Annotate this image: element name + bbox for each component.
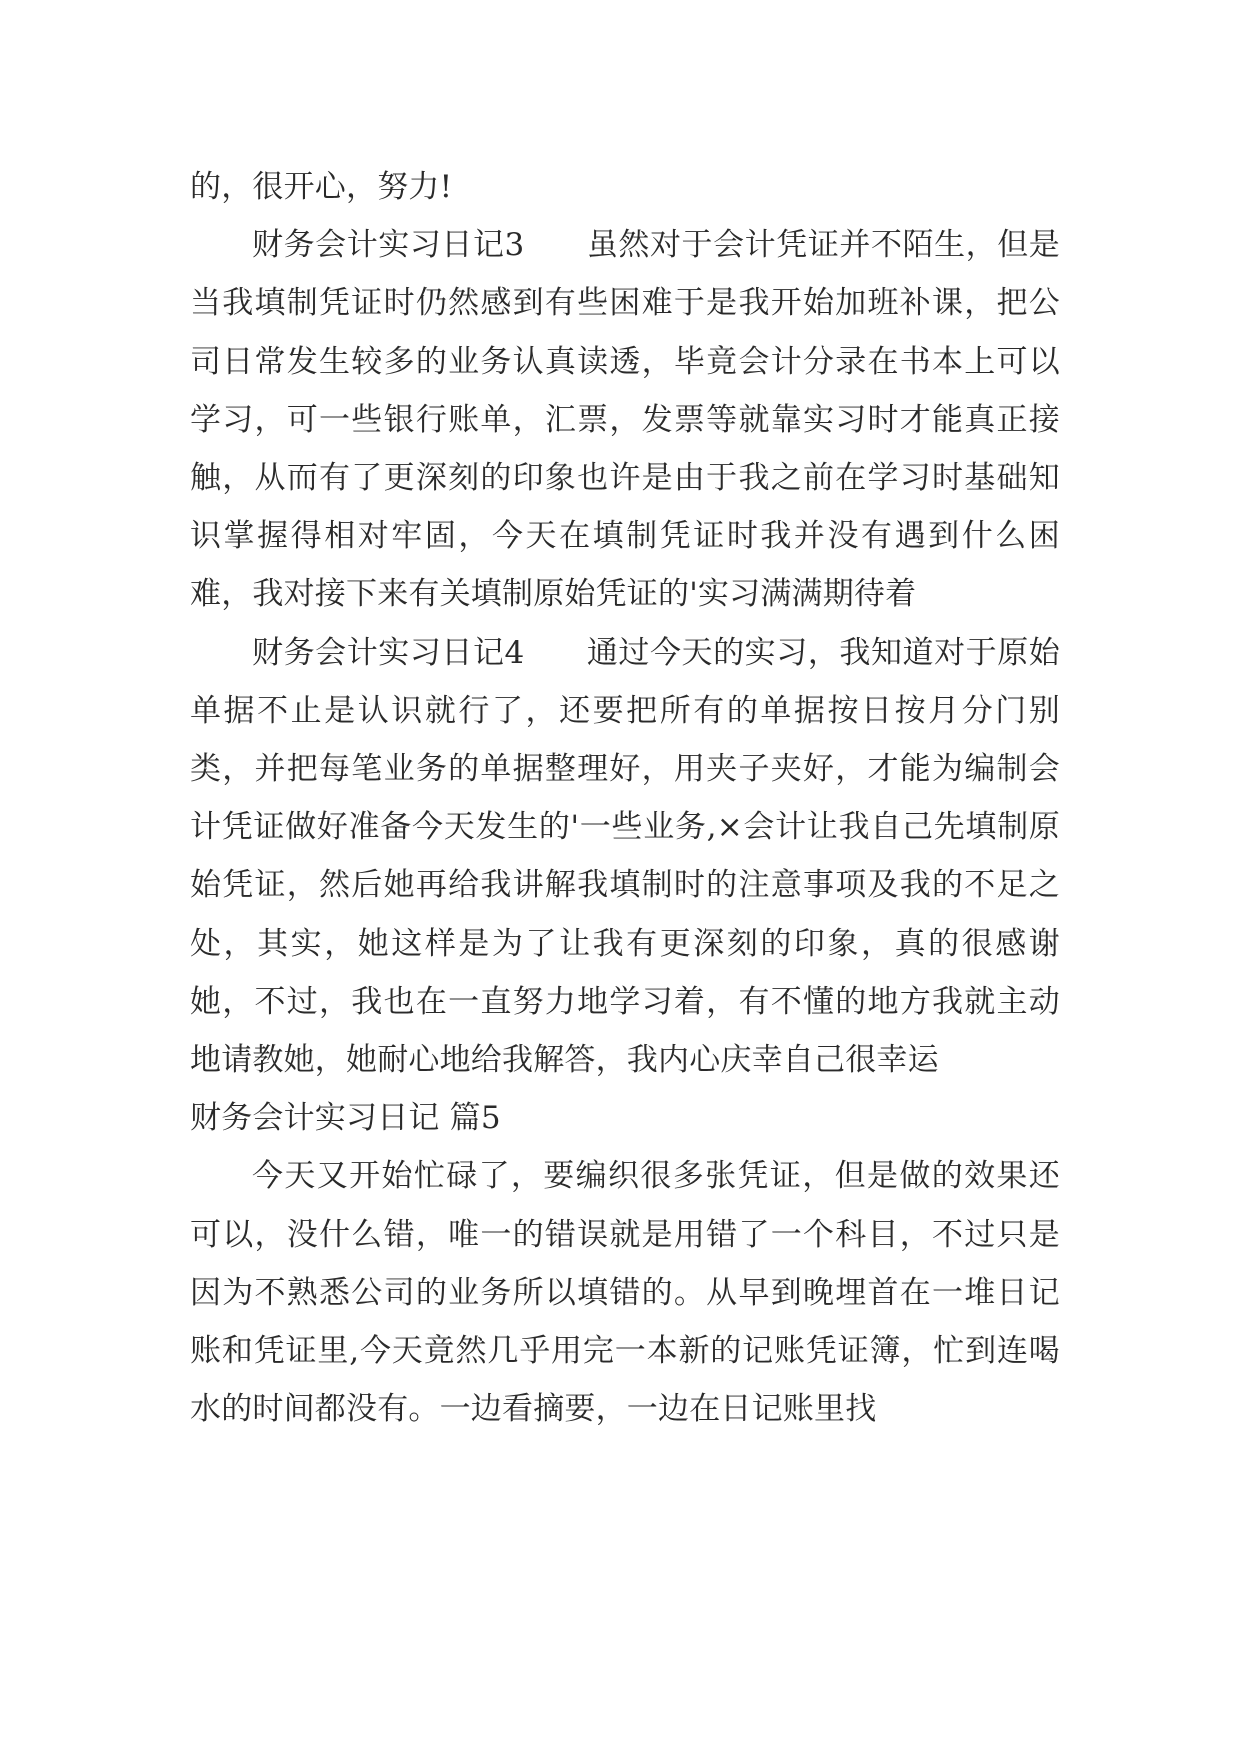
paragraph-text: 今天又开始忙碌了，要编织很多张凭证，但是做的效果还可以，没什么错，唯一的错误就是用错了一个科目，不过只是因为不熟悉公司的业务所以填错的。从早到晚埋首在一堆日记账和凭证里,今天竟然几乎用完一本新的记账凭证簿，忙到连喝水的时间都没有。一边看摘要，一边在日记账里找 [190, 1158, 1060, 1428]
paragraph-text: 的，很开心，努力! [190, 169, 453, 205]
paragraph-continuation [190, 158, 1060, 216]
paragraph-diary-5 [190, 1147, 1060, 1438]
document-body [190, 158, 1060, 1438]
paragraph-diary-4 [190, 624, 1060, 1090]
paragraph-diary-3 [190, 216, 1060, 623]
diary-entry-title: 财务会计实习日记3 [252, 227, 525, 264]
diary-entry-title: 财务会计实习日记4 [252, 634, 525, 671]
paragraph-text: 通过今天的实习，我知道对于原始单据不止是认识就行了，还要把所有的单据按日按月分门别类，并把每笔业务的单据整理好，用夹子夹好，才能为编制会计凭证做好准备今天发生的'一些业务,×会计让我自己先填制原始凭证，然后她再给我讲解我填制时的注意事项及我的不足之处，其实，她这样是为了让我有更深刻的印象，真的很感谢她，不过，我也在一直努力地学习着，有不懂的地方我就主动地请教她，她耐心地给我解答，我内心庆幸自己很幸运 [190, 634, 1060, 1079]
paragraph-text: 虽然对于会计凭证并不陌生，但是当我填制凭证时仍然感到有些困难于是我开始加班补课，把公司日常发生较多的业务认真读透，毕竟会计分录在书本上可以学习，可一些银行账单，汇票，发票等就靠实习时才能真正接触，从而有了更深刻的印象也许是由于我之前在学习时基础知识掌握得相对牢固，今天在填制凭证时我并没有遇到什么困难，我对接下来有关填制原始凭证的'实习满满期待着 [190, 227, 1060, 613]
section-heading: 财务会计实习日记 篇5 [190, 1100, 501, 1137]
